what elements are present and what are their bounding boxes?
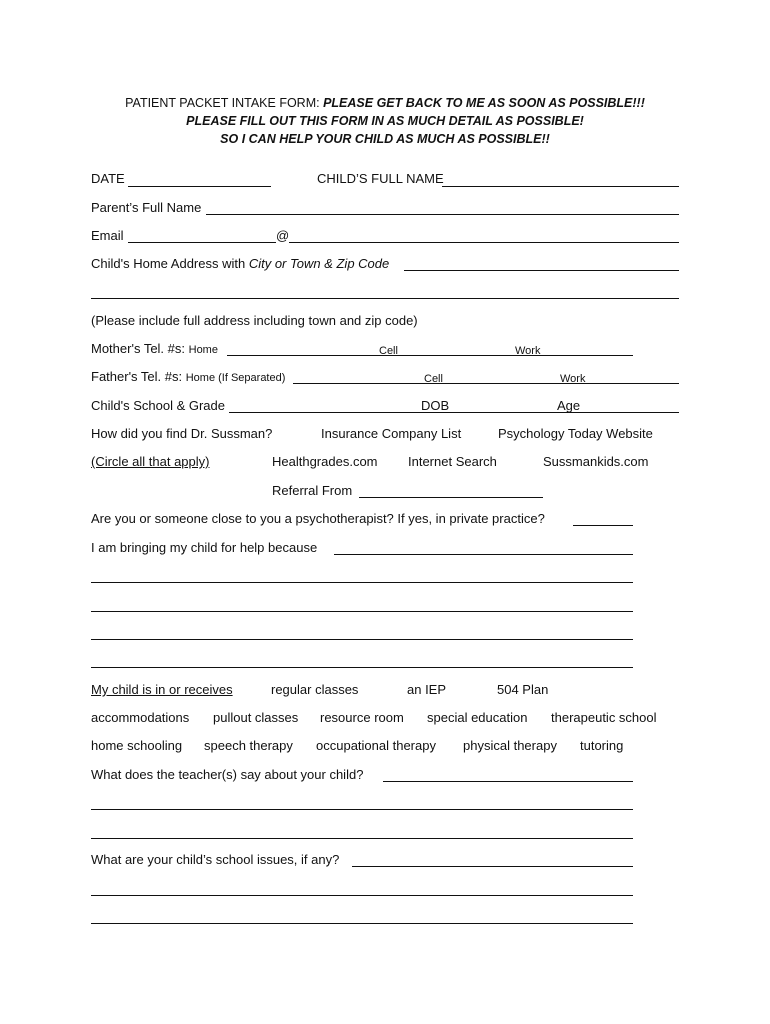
email-domain-field[interactable] xyxy=(289,242,679,243)
mother-home-label: Home xyxy=(188,344,218,356)
service-accommodations[interactable]: accommodations xyxy=(91,710,190,725)
date-field[interactable] xyxy=(128,186,271,187)
father-tel-label xyxy=(91,369,285,386)
service-therapeutic-school[interactable]: therapeutic school xyxy=(551,710,657,725)
services-label: My child is in or receives xyxy=(91,682,233,697)
form-title xyxy=(0,95,770,112)
bringing-question: I am bringing my child for help because xyxy=(91,540,318,555)
age-label: Age xyxy=(557,398,581,413)
bringing-field-line-5[interactable] xyxy=(91,667,633,668)
child-name-label: CHILD’S FULL NAME xyxy=(317,171,444,186)
school-grade-label: Child's School & Grade xyxy=(91,398,225,413)
referral-option-healthgrades[interactable]: Healthgrades.com xyxy=(272,454,378,469)
mother-tel-label xyxy=(91,341,218,358)
school-grade-field[interactable] xyxy=(229,412,679,413)
date-label: DATE xyxy=(91,171,125,186)
father-tel-field[interactable] xyxy=(293,383,679,384)
teacher-question: What does the teacher(s) say about your child? xyxy=(91,767,364,782)
father-tel-text: Father's Tel. #s: xyxy=(91,369,186,384)
service-home-schooling[interactable]: home schooling xyxy=(91,738,183,753)
service-speech-therapy[interactable]: speech therapy xyxy=(204,738,293,753)
email-label: Email xyxy=(91,228,124,243)
school-issues-field[interactable] xyxy=(352,866,633,867)
mother-tel-field[interactable] xyxy=(227,355,633,356)
address-field[interactable] xyxy=(404,270,679,271)
dob-label: DOB xyxy=(421,398,450,413)
referral-question: How did you find Dr. Sussman? xyxy=(91,426,273,441)
child-name-field[interactable] xyxy=(442,186,679,187)
teacher-field[interactable] xyxy=(383,781,633,782)
form-title-emphasis: PLEASE GET BACK TO ME AS SOON AS POSSIBLE!!! xyxy=(323,96,645,110)
parent-name-field[interactable] xyxy=(206,214,679,215)
psychotherapist-field[interactable] xyxy=(573,525,633,526)
form-instruction-2: SO I CAN HELP YOUR CHILD AS MUCH AS POSSIBLE!! xyxy=(220,132,550,146)
father-home-label: Home (If Separated) xyxy=(185,372,286,384)
father-cell-label: Cell xyxy=(424,373,443,385)
school-issues-field-line-2[interactable] xyxy=(91,895,633,896)
parent-name-label: Parent’s Full Name xyxy=(91,200,202,215)
bringing-field-line-3[interactable] xyxy=(91,611,633,612)
service-physical-therapy[interactable]: physical therapy xyxy=(463,738,557,753)
service-tutoring[interactable]: tutoring xyxy=(580,738,624,753)
service-regular-classes[interactable]: regular classes xyxy=(271,682,359,697)
service-pullout-classes[interactable]: pullout classes xyxy=(213,710,299,725)
service-iep[interactable]: an IEP xyxy=(407,682,447,697)
school-issues-field-line-3[interactable] xyxy=(91,923,633,924)
referral-option-insurance[interactable]: Insurance Company List xyxy=(321,426,462,441)
form-instruction-1: PLEASE FILL OUT THIS FORM IN AS MUCH DETAIL AS POSSIBLE! xyxy=(186,114,584,128)
teacher-field-line-2[interactable] xyxy=(91,809,633,810)
teacher-field-line-3[interactable] xyxy=(91,838,633,839)
referral-from-field[interactable] xyxy=(359,497,543,498)
service-occupational-therapy[interactable]: occupational therapy xyxy=(316,738,436,753)
referral-option-psychology-today[interactable]: Psychology Today Website xyxy=(498,426,653,441)
email-at-sign: @ xyxy=(276,228,290,243)
address-note: (Please include full address including town and zip code) xyxy=(91,313,418,328)
email-user-field[interactable] xyxy=(128,242,276,243)
father-work-label: Work xyxy=(560,373,586,385)
address-label-text: Child's Home Address with xyxy=(91,256,249,271)
form-title-plain: PATIENT PACKET INTAKE FORM: xyxy=(125,96,324,110)
service-special-education[interactable]: special education xyxy=(427,710,528,725)
psychotherapist-question: Are you or someone close to you a psychotherapist? If yes, in private practice? xyxy=(91,511,545,526)
address-label-italic: City or Town & Zip Code xyxy=(248,256,390,271)
bringing-field-line-2[interactable] xyxy=(91,582,633,583)
address-field-line-2[interactable] xyxy=(91,298,679,299)
referral-option-internet-search[interactable]: Internet Search xyxy=(408,454,497,469)
address-label xyxy=(91,256,389,272)
referral-from-label: Referral From xyxy=(272,483,353,498)
mother-cell-label: Cell xyxy=(379,345,398,357)
referral-option-sussmankids[interactable]: Sussmankids.com xyxy=(543,454,649,469)
service-resource-room[interactable]: resource room xyxy=(320,710,404,725)
school-issues-question: What are your child’s school issues, if any? xyxy=(91,852,340,867)
bringing-field-line-4[interactable] xyxy=(91,639,633,640)
mother-work-label: Work xyxy=(515,345,541,357)
service-504-plan[interactable]: 504 Plan xyxy=(497,682,549,697)
bringing-field[interactable] xyxy=(334,554,633,555)
circle-note: (Circle all that apply) xyxy=(91,454,210,469)
mother-tel-text: Mother's Tel. #s: xyxy=(91,341,189,356)
